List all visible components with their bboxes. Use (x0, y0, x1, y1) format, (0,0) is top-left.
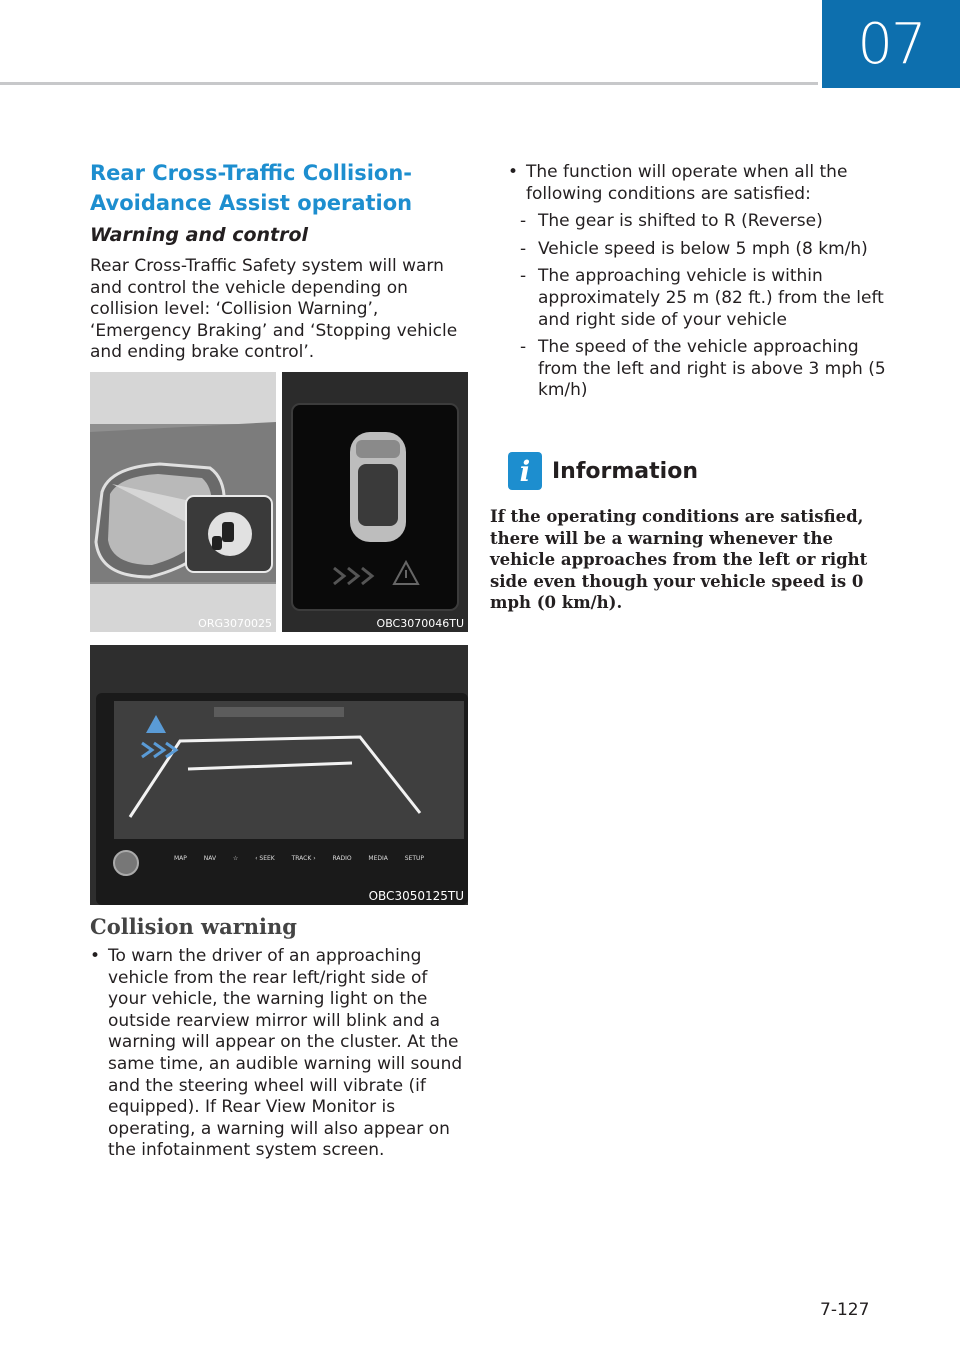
chapter-tab: 07 (822, 0, 960, 88)
condition-distance: The approaching vehicle is within approximately 25 m (82 ft.) from the left and right side of your vehicle (538, 266, 884, 330)
media-button: MEDIA (368, 855, 388, 862)
list-item (508, 211, 888, 233)
dash-icon: - (520, 337, 527, 358)
intro-paragraph: Rear Cross-Traffic Safety system will warn and control the vehicle depending on collision level: ‘Collision Warning’, ‘Emergency Braking’ and ‘Stopping vehicle and ending brake control’. (90, 256, 458, 363)
star-icon: ☆ (232, 855, 239, 862)
dash-icon: - (520, 266, 527, 287)
collision-warning-list (90, 946, 470, 1162)
condition-speed: Vehicle speed is below 5 mph (8 km/h) (538, 238, 868, 259)
section-subtitle: Warning and control (90, 224, 309, 246)
screen-figure-code: OBC3050125TU (368, 889, 464, 903)
infotainment-buttons (174, 855, 424, 862)
conditions-intro: The function will operate when all the following conditions are satisfied: (526, 162, 848, 204)
seek-button: ‹ SEEK (255, 855, 275, 862)
conditions-list (508, 162, 888, 402)
map-button: MAP (174, 855, 187, 862)
collision-warning-text: To warn the driver of an approaching vehicle from the rear left/right side of your vehicle, the warning light on the outside rearview mirror will blink and a warning will appear on the cluster. At the same time, an audible warning will sound and the steering wheel will vibrate (if equipped). If Rear View Monitor is operating, a warning will also appear on the infotainment system screen. (108, 946, 463, 1161)
information-header (508, 452, 698, 490)
section-title: Rear Cross-Traffic Collision-Avoidance Assist operation (90, 161, 413, 215)
cluster-warning-figure (282, 372, 468, 632)
cluster-figure-code: OBC3070046TU (376, 617, 464, 630)
track-button: TRACK › (291, 855, 316, 862)
dash-icon: - (520, 211, 527, 232)
page-number: 7-127 (820, 1300, 870, 1320)
list-item (508, 239, 888, 261)
infotainment-illustration (90, 645, 468, 905)
list-item (508, 266, 888, 331)
information-title: Information (552, 458, 698, 484)
list-item (508, 337, 888, 402)
mirror-warning-figure (90, 372, 276, 632)
collision-warning-heading: Collision warning (90, 914, 297, 939)
infotainment-warning-figure (90, 645, 468, 905)
dash-icon: - (520, 238, 527, 259)
condition-gear: The gear is shifted to R (Reverse) (538, 211, 823, 232)
info-icon: i (508, 452, 542, 490)
setup-button: SETUP (404, 855, 424, 862)
mirror-figure-code: ORG3070025 (198, 617, 272, 630)
cluster-illustration (282, 372, 468, 632)
nav-button: NAV (203, 855, 217, 862)
header-rule (0, 82, 818, 85)
list-item (508, 162, 888, 205)
list-item (90, 946, 470, 1162)
information-text: If the operating conditions are satisfied, there will be a warning whenever the vehicle approaches from the left or right side even though your vehicle speed is 0 mph (0 km/h). (490, 507, 868, 613)
radio-button: RADIO (332, 855, 352, 862)
mirror-illustration (90, 372, 276, 632)
bullet-icon: • (508, 162, 519, 182)
condition-approach-speed: The speed of the vehicle approaching from the left and right is above 3 mph (5 km/h) (538, 337, 886, 401)
bullet-icon: • (90, 946, 101, 966)
